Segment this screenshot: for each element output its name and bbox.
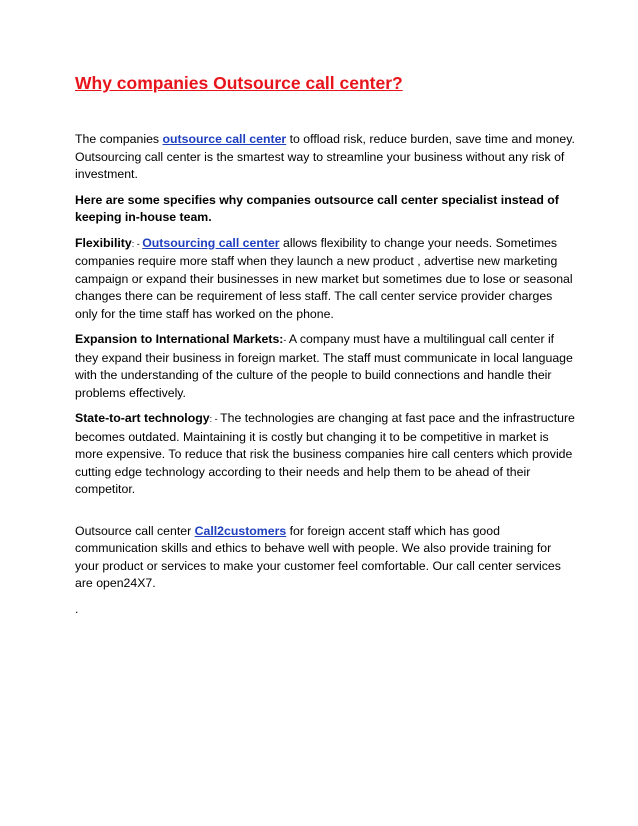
call2customers-link[interactable]: Call2customers [194, 523, 287, 538]
flexibility-paragraph [75, 235, 575, 324]
subheading: Here are some specifies why companies outsource call center specialist instead of keeping in-house team. [75, 192, 559, 224]
state-of-art-text: The technologies are changing at fast pace and the infrastructure becomes outdated. Maintaining it is costly but changing it to be competitive in market is more expensive. To reduce that risk the business companies hire call centers which provide cutting edge technology according to their needs and help them to be ahead of their competitor. [75, 411, 575, 496]
flexibility-label: Flexibility [75, 235, 132, 250]
closing-text-after: for foreign accent staff which has good communication skills and ethics to behave well with people. We also provide training for your product or services to make your customer feel comfortable. Our call center services are open24X7. [75, 523, 561, 590]
expansion-separator: - [283, 335, 289, 345]
state-of-art-separator: : - [209, 414, 221, 424]
intro-text-before: The companies [75, 132, 163, 146]
closing-text-before: Outsource call center [75, 523, 195, 538]
expansion-label: Expansion to International Markets: [75, 332, 284, 346]
state-of-art-label: State-to-art technology [75, 411, 210, 425]
intro-text-after: to offload risk, reduce burden, save time and money. Outsourcing call center is the smartest way to streamline your business without any risk of investment. [75, 132, 575, 181]
page-title: Why companies Outsource call center? [75, 73, 403, 93]
closing-paragraph [75, 523, 575, 593]
state-of-art-paragraph [75, 410, 575, 499]
intro-paragraph [75, 131, 575, 184]
outsourcing-call-center-link[interactable]: Outsourcing call center [142, 235, 280, 250]
flexibility-separator: : - [131, 238, 143, 249]
outsource-call-center-link[interactable]: outsource call center [162, 132, 287, 146]
expansion-paragraph [75, 331, 575, 402]
document-page [75, 72, 575, 626]
flexibility-text: allows flexibility to change your needs. Sometimes companies require more staff when they launch a new product , advertise new marketing campaign or expand their businesses in new market but sometimes due to lose or seasonal changes there can be requirement of less staff. The call center service provider charges only for the time staff has worked on the phone. [75, 235, 573, 321]
trailing-dot: . [75, 601, 79, 616]
expansion-text: A company must have a multilingual call center if they expand their business in foreign market. The staff must communicate in local language with the understanding of the culture of the people to build connections and handle their problems effectively. [75, 332, 573, 400]
